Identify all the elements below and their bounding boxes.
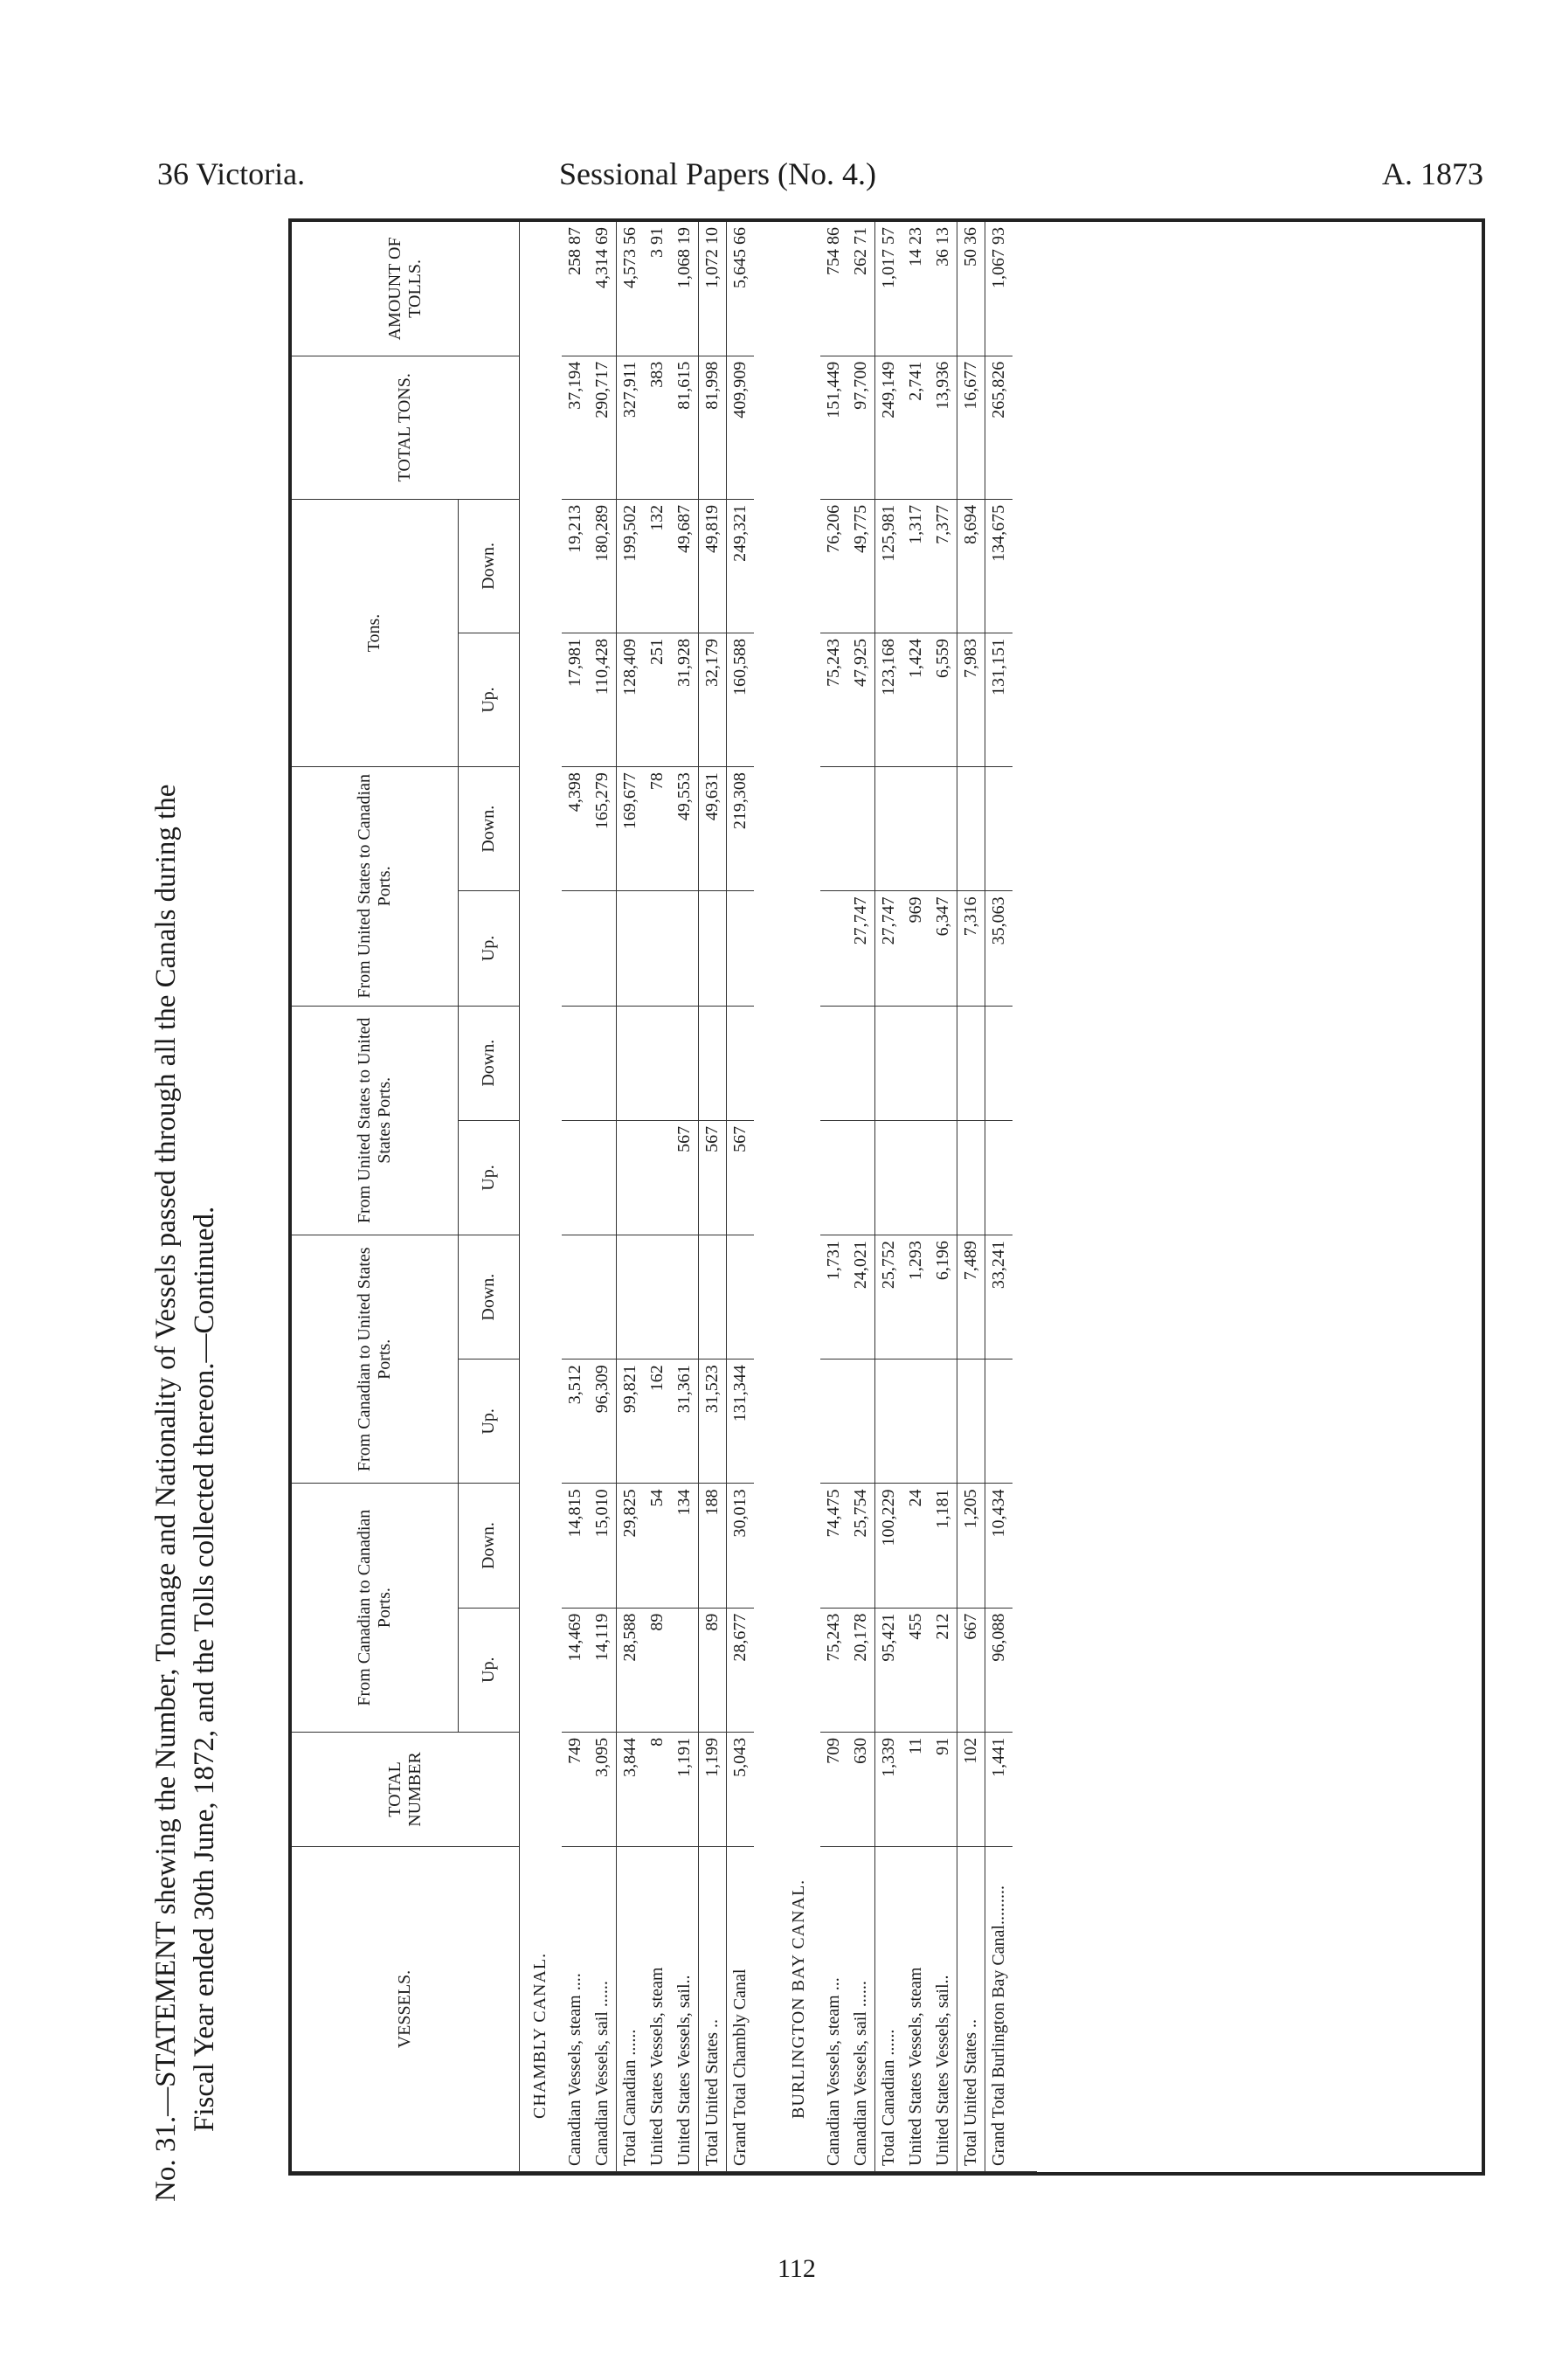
cell-tons: 327,911: [616, 356, 644, 499]
cell-cc-up: 96,088: [985, 1608, 1013, 1732]
cell-t-up: 6,559: [930, 633, 957, 767]
cell-cu-down: [589, 1235, 617, 1360]
cell-cc-up: 455: [902, 1608, 930, 1732]
cell-uu-down: [616, 1006, 644, 1120]
table-row: [847, 222, 875, 2172]
cell-total: 709: [820, 1732, 847, 1846]
cell-cu-up: 31,523: [698, 1360, 726, 1484]
cell-t-down: 1,317: [902, 499, 930, 633]
cell-uc-up: 27,747: [847, 891, 875, 1006]
cell-uu-up: [902, 1120, 930, 1235]
cell-label: Total United States ..: [698, 1847, 726, 2172]
cell-t-down: 249,321: [726, 499, 754, 633]
spacer-cell: [1013, 222, 1037, 2172]
cell-cu-up: 131,344: [726, 1360, 754, 1484]
table-row: [726, 222, 754, 2172]
cell-uu-down: [820, 1006, 847, 1120]
cell-label: Canadian Vessels, sail ......: [589, 1847, 617, 2172]
cell-tolls: 36 13: [930, 222, 957, 356]
cell-uc-up: [726, 891, 754, 1006]
cell-label: Grand Total Chambly Canal: [726, 1847, 754, 2172]
table-row: [985, 222, 1013, 2172]
table-row: [562, 222, 589, 2172]
section-title: CHAMBLY CANAL.: [519, 222, 562, 2172]
cell-t-down: 199,502: [616, 499, 644, 633]
spacer-row: [754, 222, 778, 2172]
cell-uu-up: [562, 1120, 589, 1235]
cell-t-up: 160,588: [726, 633, 754, 767]
cell-cc-down: 188: [698, 1484, 726, 1608]
cell-tons: 265,826: [985, 356, 1013, 499]
cell-total: 630: [847, 1732, 875, 1846]
section-row: [519, 222, 562, 2172]
cell-tons: 151,449: [820, 356, 847, 499]
col-total-tons: TOTAL TONS.: [292, 356, 519, 499]
cell-total: 1,191: [671, 1732, 699, 1846]
cell-uu-up: 567: [698, 1120, 726, 1235]
cell-t-up: 123,168: [874, 633, 902, 767]
cell-uc-up: [616, 891, 644, 1006]
cell-cu-down: 7,489: [957, 1235, 985, 1360]
cell-label: Total Canadian ......: [874, 1847, 902, 2172]
statement-table: [288, 218, 1485, 2176]
cell-cu-up: 96,309: [589, 1360, 617, 1484]
cell-uu-up: 567: [671, 1120, 699, 1235]
cell-tolls: 3 91: [644, 222, 671, 356]
cell-cu-down: 33,241: [985, 1235, 1013, 1360]
table-row: [644, 222, 671, 2172]
cell-uc-up: 7,316: [957, 891, 985, 1006]
cell-uu-up: [930, 1120, 957, 1235]
cell-uc-up: [644, 891, 671, 1006]
cell-uu-down: [562, 1006, 589, 1120]
cell-label: Canadian Vessels, steam ...: [820, 1847, 847, 2172]
table-row: [930, 222, 957, 2172]
cell-cu-down: [671, 1235, 699, 1360]
cell-uc-down: 49,631: [698, 767, 726, 891]
cell-uc-up: 969: [902, 891, 930, 1006]
header-year: A. 1873: [1382, 156, 1483, 191]
cell-uu-up: [957, 1120, 985, 1235]
cell-cu-up: [902, 1360, 930, 1484]
cell-uc-down: 165,279: [589, 767, 617, 891]
cell-uc-up: [589, 891, 617, 1006]
cell-uu-down: [589, 1006, 617, 1120]
cell-cu-up: [820, 1360, 847, 1484]
cell-tons: 81,615: [671, 356, 699, 499]
col-down: Down.: [458, 499, 519, 633]
cell-cc-up: 667: [957, 1608, 985, 1732]
section-title: BURLINGTON BAY CANAL.: [778, 222, 820, 2172]
cell-t-down: 7,377: [930, 499, 957, 633]
spacer-row: [1013, 222, 1037, 2172]
col-up: Up.: [458, 1608, 519, 1732]
cell-uu-down: [644, 1006, 671, 1120]
col-total-number: TOTAL NUMBER: [292, 1732, 519, 1846]
cell-uu-up: [985, 1120, 1013, 1235]
cell-tolls: 1,068 19: [671, 222, 699, 356]
cell-t-down: 19,213: [562, 499, 589, 633]
table-row: [902, 222, 930, 2172]
cell-tolls: 4,573 56: [616, 222, 644, 356]
cell-uc-down: 4,398: [562, 767, 589, 891]
col-down: Down.: [458, 767, 519, 891]
cell-tons: 81,998: [698, 356, 726, 499]
cell-tolls: 1,017 57: [874, 222, 902, 356]
cell-cu-down: [562, 1235, 589, 1360]
cell-t-up: 32,179: [698, 633, 726, 767]
col-up: Up.: [458, 1360, 519, 1484]
col-down: Down.: [458, 1235, 519, 1360]
cell-t-down: 49,775: [847, 499, 875, 633]
statement-title-line-2: Fiscal Year ended 30th June, 1872, and the Tolls collected thereon.—Continued.: [189, 1206, 220, 2132]
cell-cc-down: 15,010: [589, 1484, 617, 1608]
cell-cc-down: 25,754: [847, 1484, 875, 1608]
cell-uu-down: [671, 1006, 699, 1120]
cell-cu-up: [874, 1360, 902, 1484]
header-session: 36 Victoria.: [157, 156, 306, 191]
cell-total: 8: [644, 1732, 671, 1846]
cell-label: Canadian Vessels, steam ....: [562, 1847, 589, 2172]
cell-cu-down: 24,021: [847, 1235, 875, 1360]
cell-cu-up: 99,821: [616, 1360, 644, 1484]
cell-cc-down: 14,815: [562, 1484, 589, 1608]
cell-uu-up: [616, 1120, 644, 1235]
cell-tons: 290,717: [589, 356, 617, 499]
cell-uu-down: [957, 1006, 985, 1120]
cell-total: 3,844: [616, 1732, 644, 1846]
col-up: Up.: [458, 1120, 519, 1235]
col-group-cc: From Canadian to Canadian Ports.: [292, 1484, 458, 1732]
cell-label: United States Vessels, steam: [644, 1847, 671, 2172]
cell-cu-down: [726, 1235, 754, 1360]
cell-uc-up: [671, 891, 699, 1006]
spacer-cell: [754, 222, 778, 2172]
cell-cu-up: [985, 1360, 1013, 1484]
cell-uc-down: 169,677: [616, 767, 644, 891]
cell-t-down: 180,289: [589, 499, 617, 633]
cell-cu-down: 1,293: [902, 1235, 930, 1360]
cell-cc-down: 134: [671, 1484, 699, 1608]
cell-cc-up: 20,178: [847, 1608, 875, 1732]
cell-tolls: 754 86: [820, 222, 847, 356]
cell-uc-down: [930, 767, 957, 891]
cell-uc-down: [820, 767, 847, 891]
col-group-tons: Tons.: [292, 499, 458, 766]
cell-total: 5,043: [726, 1732, 754, 1846]
cell-uc-down: [874, 767, 902, 891]
cell-cc-down: 24: [902, 1484, 930, 1608]
cell-cc-up: 14,469: [562, 1608, 589, 1732]
cell-uu-up: [589, 1120, 617, 1235]
cell-t-down: 49,819: [698, 499, 726, 633]
table-row: [820, 222, 847, 2172]
cell-cc-down: 100,229: [874, 1484, 902, 1608]
table-body: [519, 222, 1037, 2172]
cell-tons: 97,700: [847, 356, 875, 499]
cell-tolls: 262 71: [847, 222, 875, 356]
cell-uu-down: [902, 1006, 930, 1120]
cell-uc-down: [847, 767, 875, 891]
cell-label: Canadian Vessels, sail ......: [847, 1847, 875, 2172]
cell-t-down: 132: [644, 499, 671, 633]
cell-uu-up: [847, 1120, 875, 1235]
cell-cu-up: [957, 1360, 985, 1484]
header-papers: Sessional Papers (No. 4.): [559, 156, 876, 191]
cell-cu-up: 31,361: [671, 1360, 699, 1484]
cell-uc-up: [562, 891, 589, 1006]
cell-cc-down: 10,434: [985, 1484, 1013, 1608]
cell-label: Total United States ..: [957, 1847, 985, 2172]
cell-cc-down: 54: [644, 1484, 671, 1608]
col-group-uc: From United States to Canadian Ports.: [292, 767, 458, 1006]
cell-t-down: 49,687: [671, 499, 699, 633]
col-up: Up.: [458, 633, 519, 767]
cell-uc-down: [902, 767, 930, 891]
cell-total: 3,095: [589, 1732, 617, 1846]
cell-label: Grand Total Burlington Bay Canal.........: [985, 1847, 1013, 2172]
cell-tolls: 14 23: [902, 222, 930, 356]
cell-cc-down: 29,825: [616, 1484, 644, 1608]
cell-uu-up: 567: [726, 1120, 754, 1235]
cell-tolls: 1,067 93: [985, 222, 1013, 356]
cell-tolls: 4,314 69: [589, 222, 617, 356]
cell-t-up: 31,928: [671, 633, 699, 767]
cell-cc-down: 74,475: [820, 1484, 847, 1608]
table-row: [698, 222, 726, 2172]
cell-tolls: 1,072 10: [698, 222, 726, 356]
cell-tons: 13,936: [930, 356, 957, 499]
cell-label: United States Vessels, sail..: [930, 1847, 957, 2172]
cell-cu-down: 6,196: [930, 1235, 957, 1360]
cell-t-up: 17,981: [562, 633, 589, 767]
cell-cc-down: 1,205: [957, 1484, 985, 1608]
cell-t-down: 8,694: [957, 499, 985, 633]
cell-uu-up: [644, 1120, 671, 1235]
cell-t-down: 76,206: [820, 499, 847, 633]
cell-cu-down: 1,731: [820, 1235, 847, 1360]
cell-uc-up: [698, 891, 726, 1006]
cell-cc-up: 14,119: [589, 1608, 617, 1732]
table-row: [671, 222, 699, 2172]
table-row: [589, 222, 617, 2172]
cell-total: 1,441: [985, 1732, 1013, 1846]
col-down: Down.: [458, 1006, 519, 1120]
table-row: [874, 222, 902, 2172]
col-group-cu: From Canadian to United States Ports.: [292, 1235, 458, 1484]
cell-uu-up: [820, 1120, 847, 1235]
cell-t-up: 47,925: [847, 633, 875, 767]
cell-uc-up: 6,347: [930, 891, 957, 1006]
col-group-uu: From United States to United States Ports.: [292, 1006, 458, 1235]
cell-cc-up: 75,243: [820, 1608, 847, 1732]
cell-tolls: 258 87: [562, 222, 589, 356]
cell-t-up: 75,243: [820, 633, 847, 767]
cell-cu-up: [930, 1360, 957, 1484]
cell-cc-up: 28,677: [726, 1608, 754, 1732]
cell-t-up: 1,424: [902, 633, 930, 767]
cell-uc-down: 219,308: [726, 767, 754, 891]
cell-tolls: 50 36: [957, 222, 985, 356]
cell-uc-up: 27,747: [874, 891, 902, 1006]
cell-cc-up: 95,421: [874, 1608, 902, 1732]
cell-cc-up: 212: [930, 1608, 957, 1732]
cell-cc-down: 1,181: [930, 1484, 957, 1608]
cell-total: 102: [957, 1732, 985, 1846]
statement-title-line-1: No. 31.—STATEMENT shewing the Number, Tonnage and Nationality of Vessels passed through all the Canals during the: [150, 784, 182, 2202]
cell-tons: 383: [644, 356, 671, 499]
cell-total: 91: [930, 1732, 957, 1846]
cell-cc-up: 89: [698, 1608, 726, 1732]
section-row: [778, 222, 820, 2172]
cell-t-up: 131,151: [985, 633, 1013, 767]
cell-cc-down: 30,013: [726, 1484, 754, 1608]
cell-uu-down: [726, 1006, 754, 1120]
cell-uc-down: 49,553: [671, 767, 699, 891]
col-down: Down.: [458, 1484, 519, 1608]
cell-uc-up: [820, 891, 847, 1006]
cell-total: 1,199: [698, 1732, 726, 1846]
cell-uu-down: [874, 1006, 902, 1120]
cell-cu-down: [644, 1235, 671, 1360]
cell-t-down: 134,675: [985, 499, 1013, 633]
cell-tons: 249,149: [874, 356, 902, 499]
cell-uu-up: [874, 1120, 902, 1235]
cell-cu-up: 162: [644, 1360, 671, 1484]
cell-t-up: 7,983: [957, 633, 985, 767]
cell-t-up: 128,409: [616, 633, 644, 767]
cell-cu-up: 3,512: [562, 1360, 589, 1484]
cell-cc-up: [671, 1608, 699, 1732]
cell-total: 11: [902, 1732, 930, 1846]
cell-tolls: 5,645 66: [726, 222, 754, 356]
cell-t-up: 251: [644, 633, 671, 767]
cell-cc-up: 89: [644, 1608, 671, 1732]
cell-t-down: 125,981: [874, 499, 902, 633]
page-number: 112: [778, 2254, 816, 2283]
cell-tons: 16,677: [957, 356, 985, 499]
cell-label: Total Canadian ......: [616, 1847, 644, 2172]
cell-total: 1,339: [874, 1732, 902, 1846]
cell-label: United States Vessels, steam: [902, 1847, 930, 2172]
cell-total: 749: [562, 1732, 589, 1846]
cell-label: United States Vessels, sail..: [671, 1847, 699, 2172]
table-row: [616, 222, 644, 2172]
cell-tons: 37,194: [562, 356, 589, 499]
cell-uc-down: 78: [644, 767, 671, 891]
col-amount-tolls: AMOUNT OF TOLLS.: [292, 222, 519, 356]
rotated-table-region: [140, 157, 1503, 2202]
col-vessels: VESSELS.: [292, 1847, 519, 2172]
cell-uu-down: [847, 1006, 875, 1120]
cell-uu-down: [985, 1006, 1013, 1120]
cell-uc-down: [985, 767, 1013, 891]
cell-uu-down: [930, 1006, 957, 1120]
cell-cu-down: [616, 1235, 644, 1360]
table-row: [957, 222, 985, 2172]
cell-tons: 409,909: [726, 356, 754, 499]
cell-uu-down: [698, 1006, 726, 1120]
col-up: Up.: [458, 891, 519, 1006]
cell-uc-down: [957, 767, 985, 891]
cell-uc-up: 35,063: [985, 891, 1013, 1006]
cell-cu-down: [698, 1235, 726, 1360]
cell-cu-up: [847, 1360, 875, 1484]
cell-tons: 2,741: [902, 356, 930, 499]
cell-cu-down: 25,752: [874, 1235, 902, 1360]
cell-cc-up: 28,588: [616, 1608, 644, 1732]
cell-t-up: 110,428: [589, 633, 617, 767]
